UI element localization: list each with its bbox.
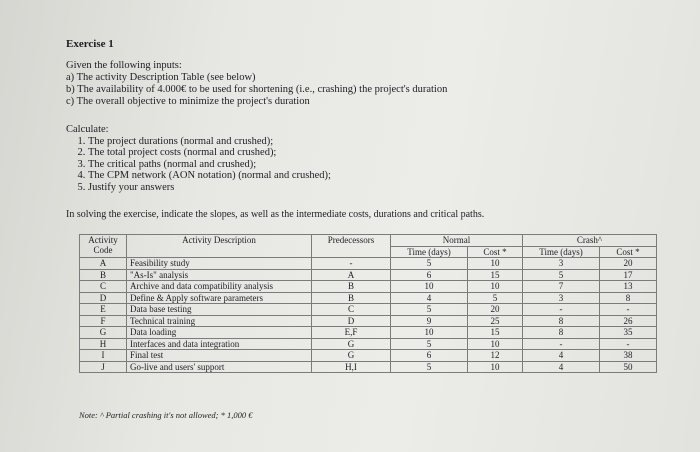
cell-predecessors: G bbox=[312, 350, 391, 362]
header-code: Activity Code bbox=[80, 235, 127, 258]
activity-table-wrapper bbox=[79, 234, 657, 373]
header-predecessors: Predecessors bbox=[312, 235, 391, 258]
cell-predecessors: D bbox=[312, 315, 391, 327]
cell-normal-cost: 25 bbox=[468, 315, 523, 327]
cell-description: Go-live and users' support bbox=[127, 361, 312, 373]
cell-normal-cost: 5 bbox=[468, 292, 523, 304]
input-item-a: a) The activity Description Table (see below) bbox=[66, 72, 256, 83]
cell-normal-cost: 10 bbox=[468, 258, 523, 270]
cell-normal-time: 10 bbox=[391, 327, 468, 339]
cell-normal-time: 6 bbox=[391, 350, 468, 362]
cell-crash-cost: 8 bbox=[600, 292, 657, 304]
header-crash: Crash^ bbox=[523, 235, 657, 247]
cell-normal-cost: 10 bbox=[468, 281, 523, 293]
instruction-text: In solving the exercise, indicate the slopes, as well as the intermediate costs, durations and critical paths. bbox=[66, 209, 485, 220]
cell-crash-time: 8 bbox=[523, 315, 600, 327]
calculate-item: 3. The critical paths (normal and crushed); bbox=[88, 159, 331, 171]
cell-crash-time: 3 bbox=[523, 292, 600, 304]
header-crash-cost: Cost * bbox=[600, 246, 657, 258]
cell-description: Interfaces and data integration bbox=[127, 338, 312, 350]
table-row bbox=[80, 315, 657, 327]
cell-predecessors: C bbox=[312, 304, 391, 316]
cell-crash-time: - bbox=[523, 304, 600, 316]
cell-predecessors: H,I bbox=[312, 361, 391, 373]
cell-predecessors: E,F bbox=[312, 327, 391, 339]
calculate-item: 4. The CPM network (AON notation) (normal and crushed); bbox=[88, 170, 331, 182]
activity-table bbox=[79, 234, 657, 373]
cell-normal-cost: 10 bbox=[468, 361, 523, 373]
header-normal-time: Time (days) bbox=[391, 246, 468, 258]
cell-normal-time: 5 bbox=[391, 258, 468, 270]
cell-normal-time: 4 bbox=[391, 292, 468, 304]
cell-predecessors: - bbox=[312, 258, 391, 270]
input-item-c: c) The overall objective to minimize the project's duration bbox=[66, 96, 310, 107]
cell-crash-time: 3 bbox=[523, 258, 600, 270]
cell-code: J bbox=[80, 361, 127, 373]
cell-normal-time: 9 bbox=[391, 315, 468, 327]
table-row bbox=[80, 350, 657, 362]
cell-normal-time: 5 bbox=[391, 338, 468, 350]
cell-normal-time: 5 bbox=[391, 304, 468, 316]
calculate-item: 1. The project durations (normal and crushed); bbox=[88, 136, 331, 148]
cell-normal-time: 5 bbox=[391, 361, 468, 373]
calculate-item: 2. The total project costs (normal and crushed); bbox=[88, 147, 331, 159]
cell-code: E bbox=[80, 304, 127, 316]
cell-normal-cost: 15 bbox=[468, 327, 523, 339]
table-row bbox=[80, 292, 657, 304]
header-normal: Normal bbox=[391, 235, 523, 247]
cell-predecessors: B bbox=[312, 292, 391, 304]
cell-code: D bbox=[80, 292, 127, 304]
cell-normal-cost: 20 bbox=[468, 304, 523, 316]
table-row bbox=[80, 304, 657, 316]
calculate-item: 5. Justify your answers bbox=[88, 182, 331, 194]
cell-predecessors: G bbox=[312, 338, 391, 350]
table-row bbox=[80, 269, 657, 281]
cell-description: Archive and data compatibility analysis bbox=[127, 281, 312, 293]
cell-code: G bbox=[80, 327, 127, 339]
cell-predecessors: A bbox=[312, 269, 391, 281]
cell-crash-cost: 17 bbox=[600, 269, 657, 281]
inputs-section bbox=[66, 60, 447, 108]
cell-crash-cost: 38 bbox=[600, 350, 657, 362]
cell-normal-cost: 10 bbox=[468, 338, 523, 350]
cell-code: C bbox=[80, 281, 127, 293]
cell-normal-time: 10 bbox=[391, 281, 468, 293]
cell-code: A bbox=[80, 258, 127, 270]
table-row bbox=[80, 281, 657, 293]
table-footnote: Note: ^ Partial crashing it's not allowed; * 1,000 € bbox=[79, 410, 253, 420]
cell-code: B bbox=[80, 269, 127, 281]
cell-predecessors: B bbox=[312, 281, 391, 293]
cell-crash-time: 4 bbox=[523, 361, 600, 373]
table-row bbox=[80, 338, 657, 350]
header-normal-cost: Cost * bbox=[468, 246, 523, 258]
cell-crash-cost: 35 bbox=[600, 327, 657, 339]
cell-normal-cost: 15 bbox=[468, 269, 523, 281]
inputs-lead: Given the following inputs: bbox=[66, 60, 182, 71]
table-row bbox=[80, 327, 657, 339]
cell-description: "As-Is" analysis bbox=[127, 269, 312, 281]
calculate-section bbox=[66, 124, 331, 193]
cell-description: Feasibility study bbox=[127, 258, 312, 270]
header-crash-time: Time (days) bbox=[523, 246, 600, 258]
cell-description: Final test bbox=[127, 350, 312, 362]
cell-crash-cost: 26 bbox=[600, 315, 657, 327]
cell-crash-time: 7 bbox=[523, 281, 600, 293]
header-description: Activity Description bbox=[127, 235, 312, 258]
input-item-b: b) The availability of 4.000€ to be used for shortening (i.e., crashing) the project's duration bbox=[66, 84, 448, 95]
cell-crash-cost: 20 bbox=[600, 258, 657, 270]
cell-code: F bbox=[80, 315, 127, 327]
cell-description: Data loading bbox=[127, 327, 312, 339]
cell-crash-time: 8 bbox=[523, 327, 600, 339]
cell-crash-time: 4 bbox=[523, 350, 600, 362]
table-row bbox=[80, 361, 657, 373]
cell-crash-cost: 50 bbox=[600, 361, 657, 373]
cell-normal-cost: 12 bbox=[468, 350, 523, 362]
cell-description: Data base testing bbox=[127, 304, 312, 316]
cell-crash-time: 5 bbox=[523, 269, 600, 281]
exercise-title: Exercise 1 bbox=[66, 38, 114, 50]
cell-code: I bbox=[80, 350, 127, 362]
cell-description: Technical training bbox=[127, 315, 312, 327]
calculate-list bbox=[66, 136, 331, 194]
calculate-label: Calculate: bbox=[66, 124, 109, 135]
cell-crash-cost: 13 bbox=[600, 281, 657, 293]
cell-crash-cost: - bbox=[600, 304, 657, 316]
cell-normal-time: 6 bbox=[391, 269, 468, 281]
cell-crash-time: - bbox=[523, 338, 600, 350]
cell-crash-cost: - bbox=[600, 338, 657, 350]
cell-code: H bbox=[80, 338, 127, 350]
cell-description: Define & Apply software parameters bbox=[127, 292, 312, 304]
table-row bbox=[80, 258, 657, 270]
